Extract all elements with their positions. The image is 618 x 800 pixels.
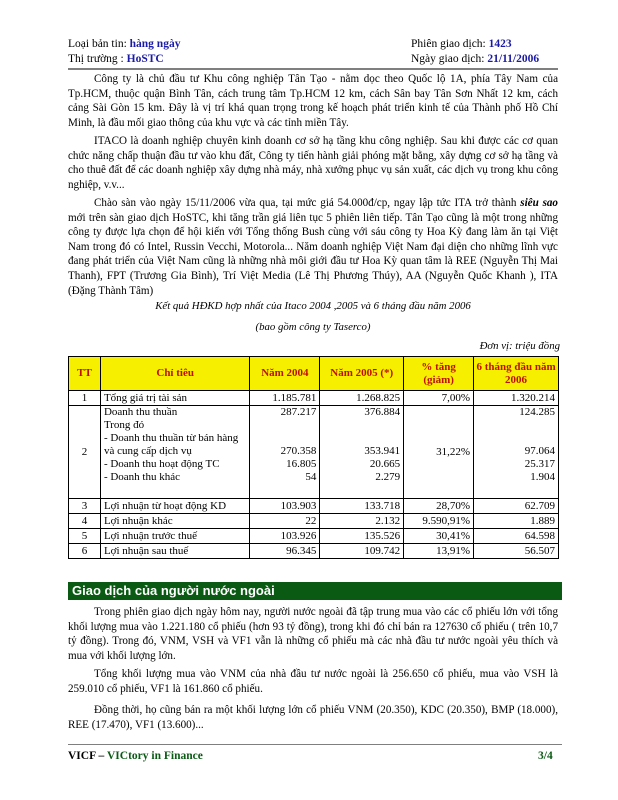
table-row: 5 Lợi nhuận trước thuế 103.926 135.526 30,41% 64.598 <box>69 529 559 544</box>
paragraph-listing: Chào sàn vào ngày 15/11/2006 vừa qua, tại mức giá 54.000đ/cp, ngay lập tức ITA trở thành siêu sao mới trên sàn giao dịch HoSTC, khi tăng trần giá liên tục 5 phiên liên tiếp. Tân Tạo cũng là một trong những công ty được lựa chọn để hội kiến với Tổng thống Bush cùng với sáu công ty Hoa Kỳ đang làm ăn tại Việt Nam trong đó có Intel, Russin Vecchi, Motorola... Năm doanh nghiệp Việt Nam đại diện cho những lĩnh vực đang phát triển của Việt Nam cũng là những nhà môi giới đầu tư Hoa Kỳ quan tâm là REE (Nguyễn Thị Mai Thanh), FPT (Trương Gia Bình), Trí Việt Media (Lê Thị Phương Thúy), AA (Nguyễn Quốc Khanh ), ITA (Đặng Thành Tâm) <box>68 197 558 297</box>
table-caption: Kết quả HĐKD hợp nhất của Itaco 2004 ,2005 và 6 tháng đầu năm 2006 <box>155 300 471 312</box>
unit-note: Đơn vị: triệu đồng <box>479 340 560 352</box>
header-divider <box>68 68 558 70</box>
report-type: Loại bản tin: hàng ngày <box>68 38 181 50</box>
col-header-tt: TT <box>69 357 101 391</box>
table-row: 3 Lợi nhuận từ hoạt động KD 103.903 133.718 28,70% 62.709 <box>69 499 559 514</box>
foreign-buys <box>68 667 558 696</box>
company-intro <box>68 72 558 130</box>
foreign-sells <box>68 703 558 732</box>
paragraph-foreign-buys: Tổng khối lượng mua vào VNM của nhà đầu tư nước ngoài là 256.650 cổ phiếu, mua vào VSH là 259.010 cổ phiếu, VF1 là 161.860 cổ phiếu. <box>68 668 558 695</box>
company-listing <box>68 196 558 298</box>
financial-results-table <box>68 356 559 559</box>
footer-brand-prefix: VICF – <box>68 750 107 762</box>
footer-brand: VICtory in Finance <box>106 750 203 762</box>
footer <box>68 750 558 762</box>
table-row: 4 Lợi nhuận khác 22 2.132 9.590,91% 1.889 <box>69 514 559 529</box>
revenue-2004: 287.217 270.358 16.805 54 <box>250 406 320 499</box>
market: Thị trường : HoSTC <box>68 53 164 65</box>
paragraph-location: Công ty là chủ đầu tư Khu công nghiệp Tân Tạo - nằm dọc theo Quốc lộ 1A, phía Tây Nam của Tp.HCM, thuộc quận Bình Tân, cách trung tâm Tp.HCM 12 km, cách Sân bay Tân Sơn Nhất 12 km, cách cảng Sài Gòn 15 km. Đây là vị trí khá quan trọng trong kế hoạch phát triển kinh tế của Thành phố Hồ Chí Minh, là đầu mối giao thông của khu vực và các tỉnh miền Tây. <box>68 73 558 129</box>
page-number: 3/4 <box>538 750 553 762</box>
col-header-2005: Năm 2005 (*) <box>320 357 404 391</box>
col-header-indicator: Chỉ tiêu <box>100 357 249 391</box>
paragraph-foreign-sells: Đồng thời, họ cũng bán ra một khối lượng lớn cổ phiếu VNM (20.350), KDC (20.350), BMP (18.000), REE (17.470), VF1 (13.600)... <box>68 704 558 731</box>
session-number: Phiên giao dịch: 1423 <box>411 38 512 50</box>
table-row: 6 Lợi nhuận sau thuế 96.345 109.742 13,91% 56.507 <box>69 544 559 559</box>
table-row: 1 Tổng giá trị tài sản 1.185.781 1.268.825 7,00% 1.320.214 <box>69 391 559 406</box>
col-header-change: % tăng (giảm) <box>404 357 474 391</box>
revenue-h1-2006: 124.285 97.064 25.317 1.904 <box>474 406 559 499</box>
section-title-foreign-trading: Giao dịch của người nước ngoài <box>68 582 562 600</box>
paragraph-business: ITACO là doanh nghiệp chuyên kinh doanh cơ sở hạ tầng khu công nghiệp. Sau khi được các cơ quan chức năng chấp thuận đầu tư vào khu đất, Công ty tiến hành giải phóng mặt bằng, xây dựng cơ sở hạ tầng và cho thuê đất để các doanh nghiệp xây dựng nhà máy, nhà xưởng phục vụ sản xuất, các dịch vụ trong khu công nghiệp, v.v... <box>68 135 558 191</box>
footer-divider <box>68 744 562 745</box>
col-header-2004: Năm 2004 <box>250 357 320 391</box>
table-header-row <box>69 357 559 391</box>
table-row-revenue: 2 Doanh thu thuần Trong đó - Doanh thu thuần từ bán hàng và cung cấp dịch vụ - Doanh thu hoạt động TC - Doanh thu khác 287.217 270.358 16.805 54 376.884 353.941 20.665 2.279 31,22% 124.285 97.064 25.317 1.904 <box>69 406 559 499</box>
trading-date: Ngày giao dịch: 21/11/2006 <box>411 53 540 65</box>
company-business <box>68 134 558 192</box>
paragraph-foreign-summary: Trong phiên giao dịch ngày hôm nay, người nước ngoài đã tập trung mua vào các cổ phiếu lớn với tổng khối lượng mua vào 1.221.180 cổ phiếu (hơn 93 tỷ đồng), trong khi đó chỉ bán ra 127630 cổ phiếu ( trên 10,7 tỷ đồng). Trong đó, VNM, VSH và VF1 vẫn là những cổ phiếu mà các nhà đầu tư nước ngoài yêu thích và mua với khối lượng lớn. <box>68 606 558 662</box>
revenue-breakdown-labels: Doanh thu thuần Trong đó - Doanh thu thuần từ bán hàng và cung cấp dịch vụ - Doanh thu hoạt động TC - Doanh thu khác <box>100 406 249 499</box>
col-header-h1-2006: 6 tháng đầu năm 2006 <box>474 357 559 391</box>
revenue-2005: 376.884 353.941 20.665 2.279 <box>320 406 404 499</box>
table-subcaption: (bao gồm công ty Taserco) <box>255 321 371 333</box>
foreign-trading <box>68 605 558 663</box>
